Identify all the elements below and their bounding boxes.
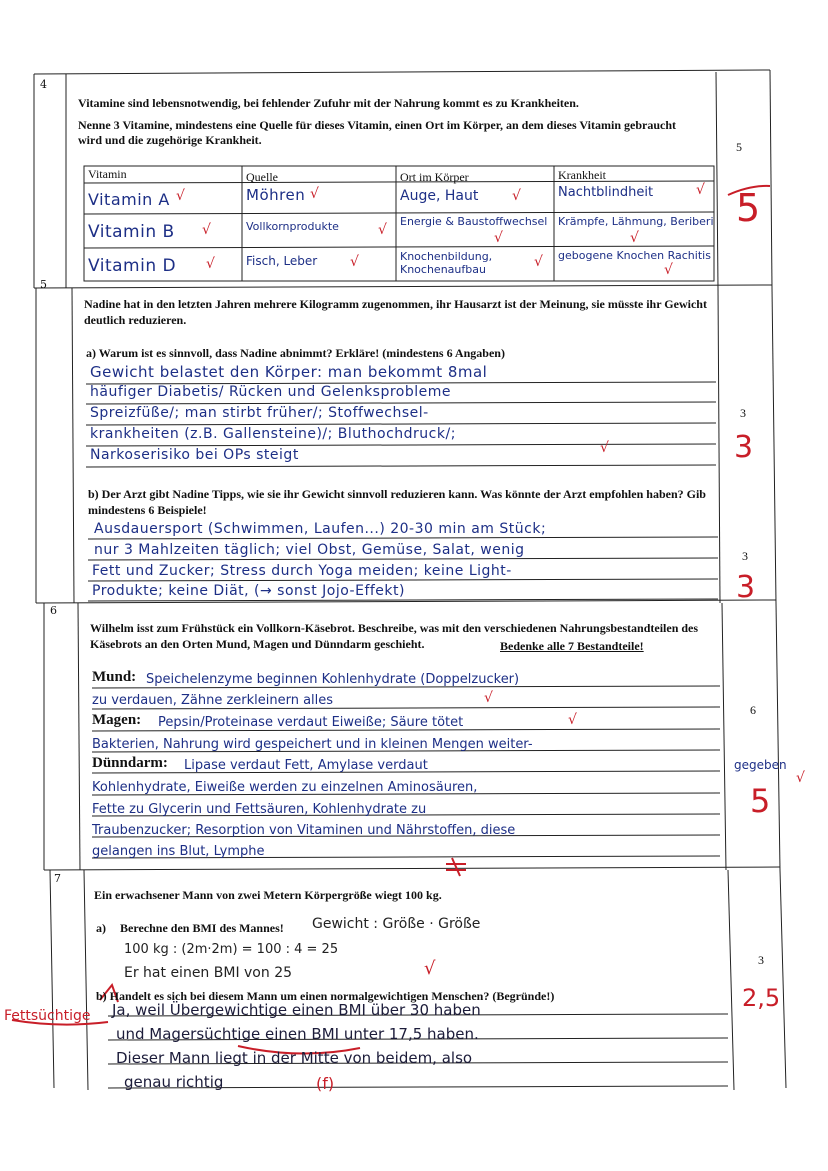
table-cell: Möhren [246,186,306,204]
answer-line: Pepsin/Proteinase verdaut Eiweiße; Säure tötet [158,715,464,730]
table-header-ort: Ort im Körper [400,170,469,184]
answer-line: häufiger Diabetis/ Rücken und Gelenksprobleme [90,384,452,400]
check-mark: √ [630,230,639,246]
check-mark: √ [568,712,577,728]
q7-grade: 2,5 [742,984,781,1012]
mund-label: Mund: [92,669,137,685]
q5b-points: 3 [742,549,748,563]
answer-line: gegeben [734,758,787,772]
answer-line: Kohlenhydrate, Eiweiße werden zu einzelnen Aminosäuren, [92,780,478,795]
q4-task: Nenne 3 Vitamine, mindestens eine Quelle für dieses Vitamin, einen Ort im Körper, an dem dieses Vitamin gebraucht wird und die zugehörige Krankheit. [78,118,676,147]
q7-intro: Ein erwachsener Mann von zwei Metern Körpergröße wiegt 100 kg. [94,888,442,902]
table-cell: gebogene Knochen Rachitis [558,249,711,262]
table-cell: Auge, Haut [400,188,479,204]
q5-number: 5 [40,278,47,291]
check-mark: √ [484,690,493,706]
answer-line: Fett und Zucker; Stress durch Yoga meiden; keine Light- [92,563,512,579]
check-mark: √ [424,958,436,979]
table-cell: Vollkornprodukte [246,220,339,233]
duenndarm-label: Dünndarm: [92,755,168,771]
table-cell: Krämpfe, Lähmung, Beriberi [558,215,714,228]
q4-points: 5 [736,140,742,154]
q4-number: 4 [40,78,47,91]
table-header-vitamin: Vitamin [88,167,127,181]
check-mark: √ [600,440,609,456]
answer-line: Dieser Mann liegt in der Mitte von beidem, also [116,1049,473,1067]
margin-note: Fettsüchtige [4,1008,91,1024]
answer-line: Traubenzucker; Resorption von Vitaminen und Nährstoffen, diese [92,823,516,838]
table-cell: Vitamin A [88,190,170,209]
q5b-grade: 3 [736,570,756,605]
q6-points: 6 [750,703,756,717]
table-header-quelle: Quelle [246,170,278,184]
check-mark: √ [378,222,387,238]
check-mark: √ [202,222,211,238]
answer-line: Narkoserisiko bei OPs steigt [90,447,299,463]
q5a-points: 3 [740,406,746,420]
q7a-calc: 100 kg : (2m·2m) = 100 : 4 = 25 [124,942,339,957]
q5a-grade: 3 [734,430,754,465]
check-mark: √ [310,186,319,202]
q6-intro: Wilhelm isst zum Frühstück ein Vollkorn-Käsebrot. Beschreibe, was mit den verschiedenen Nahrungsbestandteilen des Käsebrots an den Orten Mund, Magen und Dünndarm geschieht. [90,621,699,651]
table-cell: Nachtblindheit [558,185,654,200]
q7b-question: b) Handelt es sich bei diesem Mann um einen normalgewichtigen Menschen? (Begründe!) [96,989,555,1003]
q7a-result: Er hat einen BMI von 25 [124,965,293,981]
check-mark: √ [350,254,359,270]
q7a-question: Berechne den BMI des Mannes! [120,921,284,935]
table-cell: Knochenbildung, Knochenaufbau [400,250,493,276]
check-mark: √ [176,188,185,204]
answer-line: Fette zu Glycerin und Fettsäuren, Kohlenhydrate zu [92,802,427,817]
answer-line: Produkte; keine Diät, (→ sonst Jojo-Effekt) [92,583,405,599]
q4-grade: 5 [736,186,761,230]
check-mark: √ [534,254,543,270]
answer-line: genau richtig [124,1073,224,1091]
q6-grade: 5 [750,782,771,820]
table-cell: Vitamin B [88,222,175,242]
q6-intro-emphasis: Bedenke alle 7 Bestandteile! [500,639,644,653]
q7b-note: (f) [316,1074,335,1093]
answer-line: nur 3 Mahlzeiten täglich; viel Obst, Gemüse, Salat, wenig [94,542,525,558]
q7-number: 7 [54,872,61,885]
table-header-krankheit: Krankheit [558,168,606,182]
q7a-label: a) [96,921,106,935]
table-cell: Fisch, Leber [246,254,318,268]
answer-line: Bakterien, Nahrung wird gespeichert und in kleinen Mengen weiter- [92,737,533,752]
check-mark: √ [206,256,215,272]
q7a-formula: Gewicht : Größe · Größe [312,916,481,932]
check-mark: √ [512,188,521,204]
table-cell: Vitamin D [88,256,177,276]
q5b-question: b) Der Arzt gibt Nadine Tipps, wie sie ihr Gewicht sinnvoll reduzieren kann. Was könnte der Arzt empfohlen haben? Gib mindestens 6 Beispiele! [88,487,706,517]
table-cell: Energie & Baustoffwechsel [400,215,548,228]
check-mark: √ [696,182,705,198]
q5a-question: a) Warum ist es sinnvoll, dass Nadine abnimmt? Erkläre! (mindestens 6 Angaben) [86,346,505,360]
answer-line: Speichelenzyme beginnen Kohlenhydrate (Doppelzucker) [146,672,520,687]
check-mark: √ [664,262,673,278]
answer-line: Ausdauersport (Schwimmen, Laufen...) 20-30 min am Stück; [94,521,547,537]
answer-line: Spreizfüße/; man stirbt früher/; Stoffwechsel- [90,405,429,421]
answer-line: gelangen ins Blut, Lymphe [92,844,265,859]
q5-intro: Nadine hat in den letzten Jahren mehrere Kilogramm zugenommen, ihr Hausarzt ist der Meinung, sie müsste ihr Gewicht deutlich reduzieren. [84,297,707,327]
check-mark: √ [796,770,805,786]
answer-line: zu verdauen, Zähne zerkleinern alles [92,693,334,708]
answer-line: Lipase verdaut Fett, Amylase verdaut [184,758,428,773]
answer-line: Gewicht belastet den Körper: man bekommt 8mal [90,363,488,381]
q6-number: 6 [50,604,57,617]
answer-line: krankheiten (z.B. Gallensteine)/; Bluthochdruck/; [90,426,456,442]
answer-line: und Magersüchtige einen BMI unter 17,5 haben. [116,1025,479,1043]
q4-intro: Vitamine sind lebensnotwendig, bei fehlender Zufuhr mit der Nahrung kommt es zu Krankheiten. [78,96,579,110]
answer-line: Ja, weil Übergewichtige einen BMI über 30 haben [112,1001,481,1019]
magen-label: Magen: [92,712,142,728]
check-mark: √ [494,230,503,246]
q7-points: 3 [758,953,764,967]
